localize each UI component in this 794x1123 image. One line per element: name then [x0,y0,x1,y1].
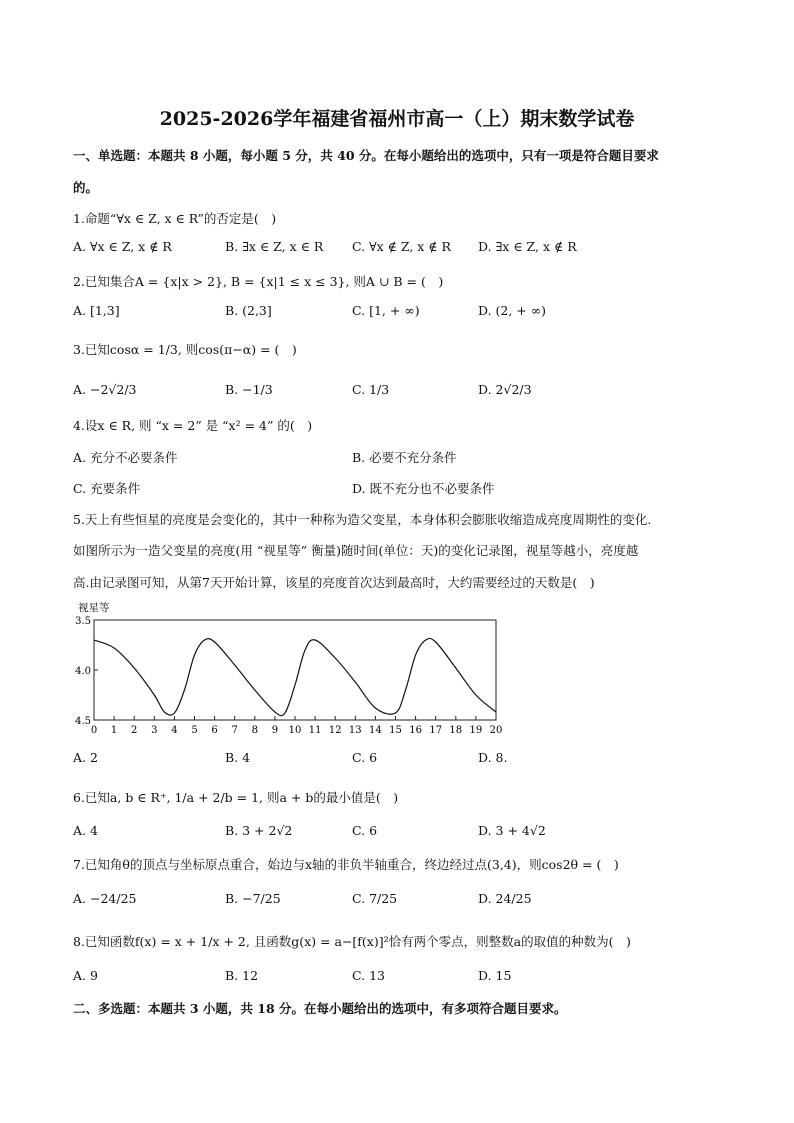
question-1-stem: 1.命题“∀x ∈ Z, x ∈ R”的否定是( ) [73,211,277,226]
x-tick-label: 15 [389,725,402,736]
question-5-stem-line3: 高.由记录图可知，从第7天开始计算，该星的亮度首次达到最高时，大约需要经过的天数是( ) [73,575,595,590]
x-tick-label: 20 [489,725,503,736]
q7-option-d: D. 24/25 [478,891,532,906]
q5-option-d: D. 8. [478,750,508,765]
question-7-stem: 7.已知角θ的顶点与坐标原点重合，始边与x轴的非负半轴重合，终边经过点(3,4)，则cos2θ = ( ) [73,857,619,872]
question-5-stem-line2: 如图所示为一造父变星的亮度(用 “视星等” 衡量)随时间(单位：天)的变化记录图，视星等越小，亮度越 [73,543,639,558]
y-axis-label: 视星等 [78,602,110,614]
x-tick-label: 7 [231,725,238,736]
x-tick-label: 6 [211,725,218,736]
x-tick-label: 17 [429,725,443,736]
x-tick-label: 10 [288,725,302,736]
page-title: 2025-2026学年福建省福州市高一（上）期末数学试卷 [159,108,635,130]
variable-star-chart [70,600,510,740]
q6-option-b: B. 3 + 2√2 [225,823,293,838]
q3-option-a: A. −2√2/3 [73,382,137,397]
y-tick-label: 3.5 [75,616,91,627]
question-3-stem: 3.已知cosα = 1/3, 则cos(π−α) = ( ) [73,342,297,357]
x-tick-label: 11 [308,725,322,736]
y-tick-label: 4.0 [75,666,91,677]
q3-option-b: B. −1/3 [225,382,273,397]
q8-option-d: D. 15 [478,968,512,983]
x-tick-label: 2 [131,725,138,736]
q3-option-d: D. 2√2/3 [478,382,532,397]
q2-option-d: D. (2, + ∞) [478,303,547,318]
q5-option-c: C. 6 [352,750,378,765]
x-tick-label: 13 [348,725,362,736]
q8-option-c: C. 13 [352,968,385,983]
x-tick-label: 3 [151,725,158,736]
x-tick-label: 14 [369,725,382,736]
x-tick-label: 9 [271,725,279,736]
q7-option-a: A. −24/25 [73,891,137,906]
x-tick-label: 1 [110,725,118,736]
plot-frame [94,620,496,720]
q1-option-c: C. ∀x ∉ Z, x ∉ R [352,239,451,254]
q8-option-b: B. 12 [225,968,259,983]
x-tick-label: 18 [449,725,463,736]
q5-option-a: A. 2 [73,750,98,765]
question-4-stem: 4.设x ∈ R, 则 “x = 2” 是 “x² = 4” 的( ) [73,418,313,433]
x-tick-label: 4 [171,725,178,736]
x-tick-label: 16 [409,725,422,736]
q6-option-c: C. 6 [352,823,378,838]
q7-option-b: B. −7/25 [225,891,281,906]
q8-option-a: A. 9 [73,968,98,983]
series-line-0 [94,638,496,715]
q2-option-b: B. (2,3] [225,303,272,318]
q4-option-c: C. 充要条件 [73,481,141,496]
x-tick-label: 8 [251,725,258,736]
section2-header: 二、多选题：本题共 3 小题，共 18 分。在每小题给出的选项中，有多项符合题目要求。 [73,1001,567,1016]
section1-header-cont: 的。 [73,180,99,195]
x-tick-label: 5 [191,725,198,736]
q6-option-d: D. 3 + 4√2 [478,823,546,838]
x-tick-label: 12 [328,725,342,736]
q2-option-a: A. [1,3] [73,303,120,318]
section1-header: 一、单选题：本题共 8 小题，每小题 5 分，共 40 分。在每小题给出的选项中，只有一项是符合题目要求 [73,148,659,163]
x-tick-label: 19 [469,725,483,736]
q4-option-d: D. 既不充分也不必要条件 [352,481,495,496]
question-6-stem: 6.已知a, b ∈ R⁺, 1/a + 2/b = 1, 则a + b的最小值是( ) [73,790,399,805]
q2-option-c: C. [1, + ∞) [352,303,420,318]
question-2-stem: 2.已知集合A = {x|x > 2}, B = {x|1 ≤ x ≤ 3}, 则A ∪ B = ( ) [73,274,444,289]
q7-option-c: C. 7/25 [352,891,398,906]
q1-option-d: D. ∃x ∈ Z, x ∉ R [478,239,577,254]
q4-option-a: A. 充分不必要条件 [73,450,178,465]
question-5-stem-line1: 5.天上有些恒星的亮度是会变化的，其中一种称为造父变星，本身体积会膨胀收缩造成亮度周期性的变化. [73,512,652,527]
question-8-stem: 8.已知函数f(x) = x + 1/x + 2, 且函数g(x) = a−[f(x)]²恰有两个零点，则整数a的取值的种数为( ) [73,934,631,949]
q1-option-a: A. ∀x ∈ Z, x ∉ R [73,239,172,254]
y-tick-label: 4.5 [75,716,91,727]
q4-option-b: B. 必要不充分条件 [352,450,457,465]
q1-option-b: B. ∃x ∈ Z, x ∈ R [225,239,324,254]
q5-option-b: B. 4 [225,750,251,765]
x-tick-label: 0 [90,725,98,736]
q6-option-a: A. 4 [73,823,98,838]
q3-option-c: C. 1/3 [352,382,390,397]
